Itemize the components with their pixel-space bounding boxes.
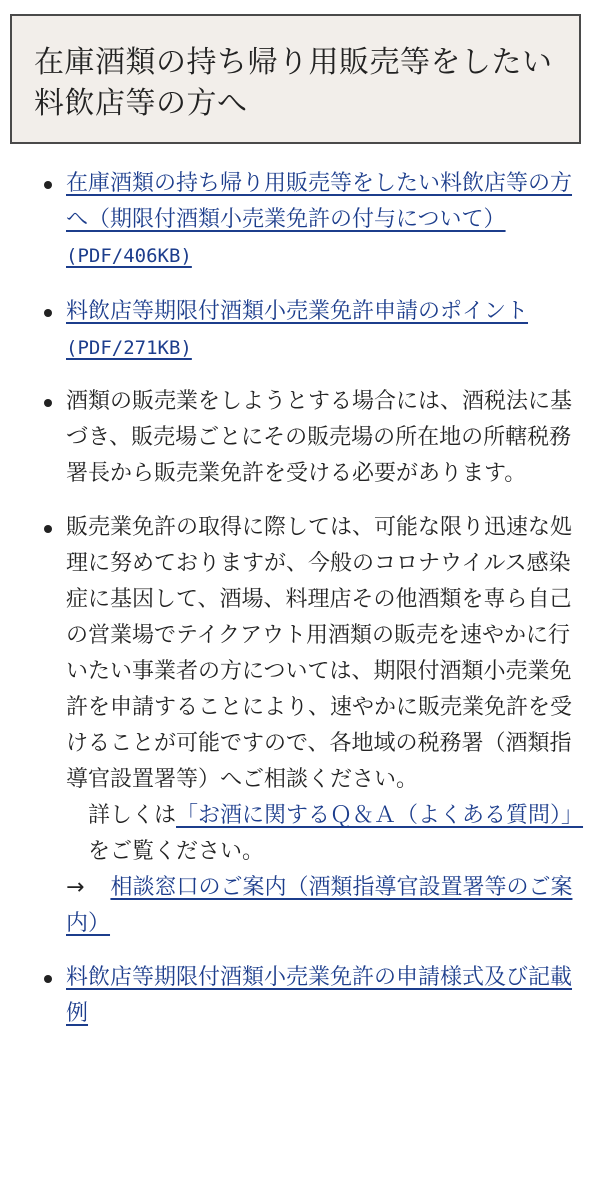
detail-suffix: をご覧ください。 — [88, 839, 265, 864]
file-info: (PDF/271KB) — [66, 337, 192, 359]
bullet-icon — [44, 309, 52, 317]
list-item — [0, 294, 599, 366]
bullet-icon — [44, 399, 52, 407]
section-header — [10, 14, 581, 144]
body-text: 販売業免許の取得に際しては、可能な限り迅速な処理に努めておりますが、今般のコロナウイルス感染症に基因して、酒場、料理店その他酒類を専ら自己の営業場でテイクアウト用酒類の販売を速やかに行いたい事業者の方については、期限付酒類小売業免許を申請することにより、速やかに販売業免許を受けることが可能ですので、各地域の税務署（酒類指導官設置署等）へご相談ください。 — [66, 515, 573, 792]
bullet-icon — [44, 181, 52, 189]
file-info: (PDF/406KB) — [66, 245, 192, 267]
item-list — [0, 166, 599, 1032]
list-item — [0, 960, 599, 1032]
arrow-icon: → — [66, 875, 85, 900]
link-text: 在庫酒類の持ち帰り用販売等をしたい料飲店等の方へ（期限付酒類小売業免許の付与について） — [66, 171, 573, 232]
list-item — [0, 166, 599, 274]
consult-link[interactable]: 相談窓口のご案内（酒類指導官設置署等のご案内） — [66, 875, 573, 936]
consult-line — [66, 870, 585, 942]
pdf-link-application-points[interactable] — [66, 299, 528, 360]
detail-prefix: 詳しくは — [88, 803, 177, 828]
body-text: 酒類の販売業をしようとする場合には、酒税法に基づき、販売場ごとにその販売場の所在地の所轄税務署長から販売業免許を受ける必要があります。 — [66, 389, 573, 486]
list-item — [0, 510, 599, 942]
bullet-icon — [44, 975, 52, 983]
application-forms-link[interactable]: 料飲店等期限付酒類小売業免許の申請様式及び記載例 — [66, 965, 573, 1026]
pdf-link-license-guide[interactable] — [66, 171, 572, 268]
link-text: 料飲店等期限付酒類小売業免許申請のポイント — [66, 299, 529, 324]
section-title: 在庫酒類の持ち帰り用販売等をしたい料飲店等の方へ — [34, 45, 553, 121]
detail-line — [66, 798, 585, 870]
faq-link[interactable]: 「お酒に関するＱ＆Ａ（よくある質問）」 — [176, 803, 584, 828]
bullet-icon — [44, 525, 52, 533]
list-item — [0, 384, 599, 492]
